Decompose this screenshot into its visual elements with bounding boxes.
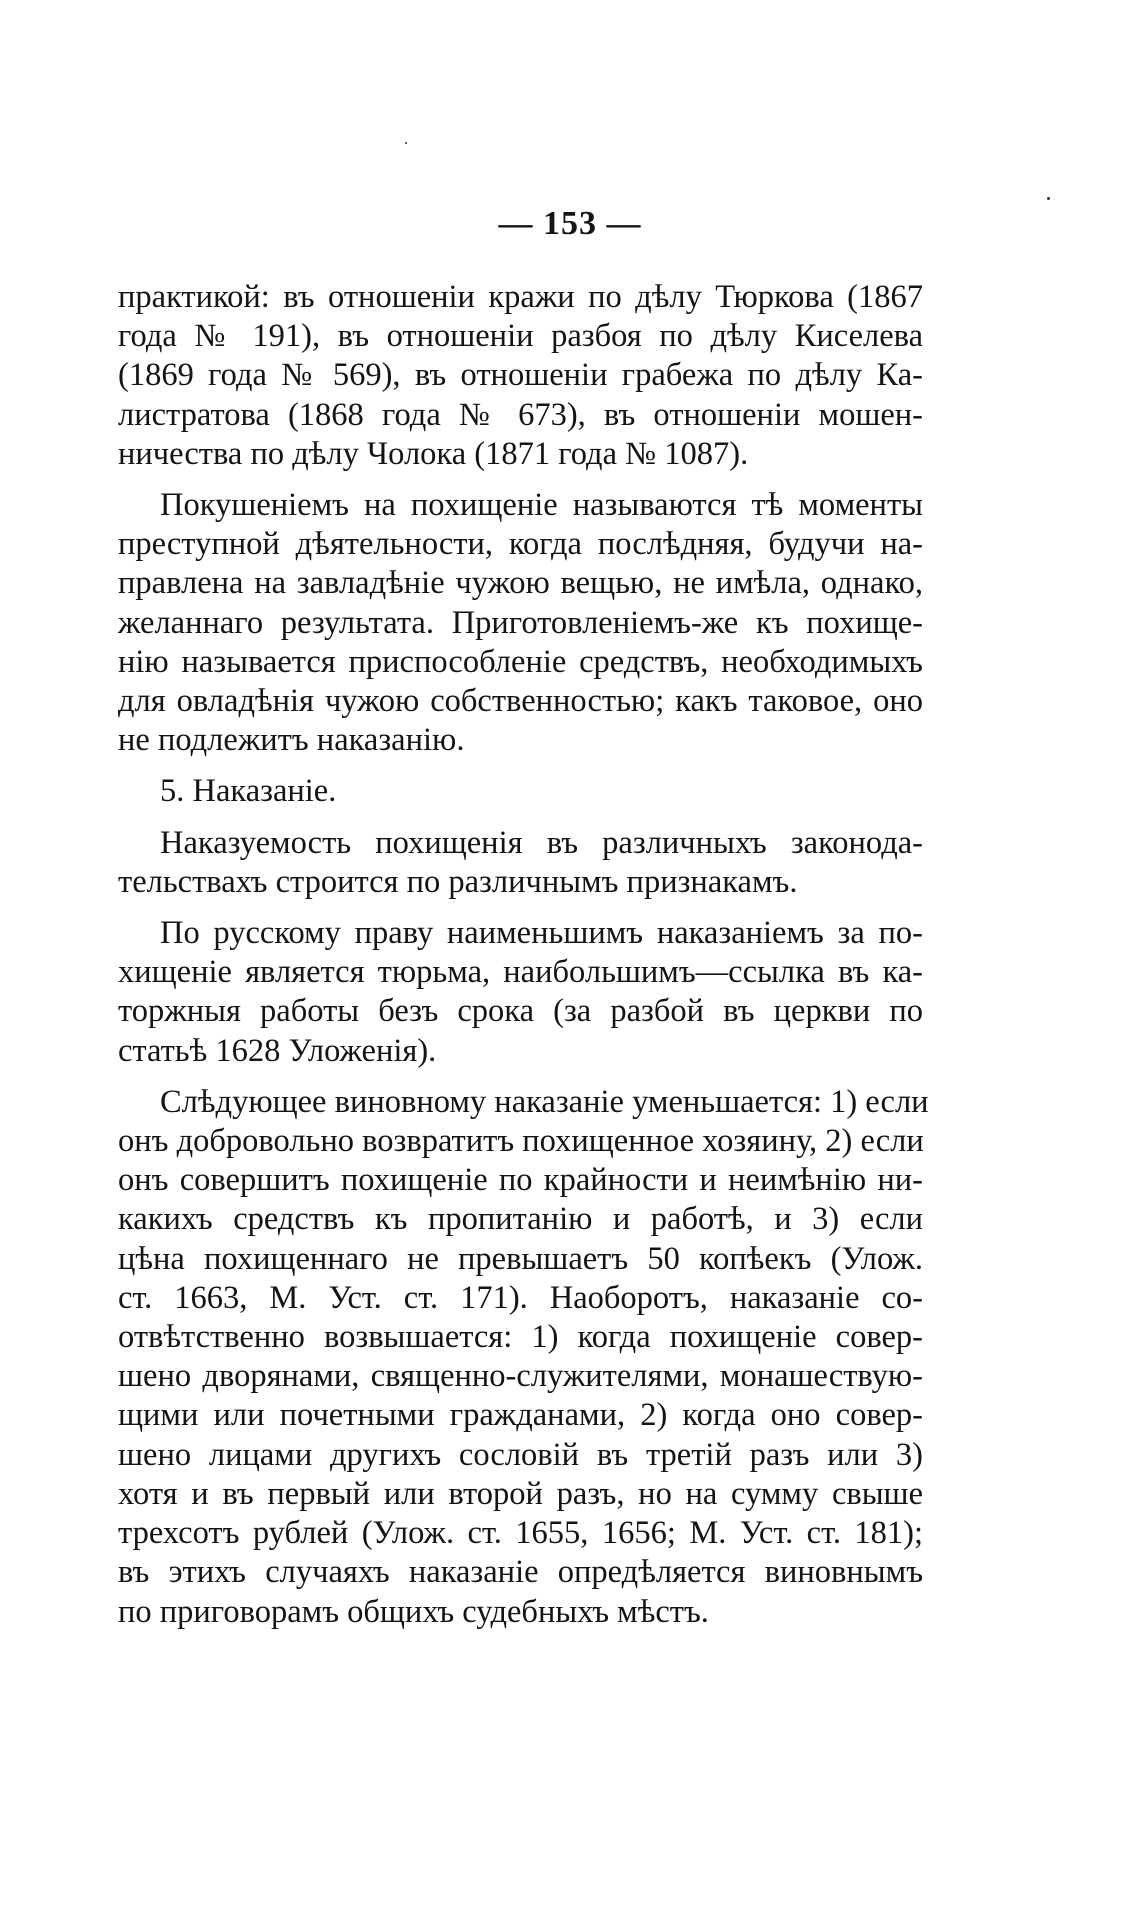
text-line: онъ добровольно возвратитъ похищенное хозяину, 2) если bbox=[118, 1123, 924, 1160]
text-line: правлена на завладѣніе чужою вещью, не имѣла, однако, bbox=[118, 565, 923, 602]
text-line: по приговорамъ общихъ судебныхъ мѣстъ. bbox=[118, 1593, 709, 1630]
text-line: щими или почетными гражданами, 2) когда оно совер- bbox=[118, 1397, 923, 1434]
paragraph-5 bbox=[118, 1083, 929, 1632]
text-line: онъ совершитъ похищеніе по крайности и неимѣнію ни- bbox=[118, 1162, 923, 1199]
text-line: статьѣ 1628 Уложенія). bbox=[118, 1032, 437, 1069]
paragraph-3 bbox=[118, 824, 923, 902]
text-line: хищеніе является тюрьма, наибольшимъ—ссылка въ ка- bbox=[118, 954, 923, 991]
text-line: Наказуемость похищенія въ различныхъ законода- bbox=[160, 824, 923, 861]
text-line: шено лицами другихъ сословій въ третій разъ или 3) bbox=[118, 1436, 923, 1473]
text-line: года № 191), въ отношеніи разбоя по дѣлу Киселева bbox=[118, 318, 923, 355]
print-speck bbox=[405, 142, 407, 144]
text-line: практикой: въ отношеніи кражи по дѣлу Тюркова (1867 bbox=[118, 279, 923, 315]
paragraph-1 bbox=[118, 278, 923, 474]
print-speck bbox=[1047, 197, 1050, 200]
paragraph-4 bbox=[118, 914, 923, 1071]
text-line: отвѣтственно возвышается: 1) когда похищеніе совер- bbox=[118, 1319, 923, 1356]
text-line: не подлежитъ наказанію. bbox=[118, 722, 465, 759]
text-line: для овладѣнія чужою собственностью; какъ таковое, оно bbox=[118, 683, 923, 720]
text-line: Покушеніемъ на похищеніе называются тѣ моменты bbox=[160, 487, 923, 524]
text-line: какихъ средствъ къ пропитанію и работѣ, и 3) если bbox=[118, 1201, 923, 1238]
text-line: въ этихъ случаяхъ наказаніе опредѣляется виновнымъ bbox=[118, 1554, 923, 1591]
text-line: Слѣдующее виновному наказаніе уменьшается: 1) если bbox=[160, 1083, 929, 1120]
text-line: ст. 1663, М. Уст. ст. 171). Наоборотъ, наказаніе со- bbox=[118, 1279, 923, 1316]
text-line: хотя и въ первый или второй разъ, но на сумму свыше bbox=[118, 1475, 923, 1512]
text-line: ничества по дѣлу Чолока (1871 года № 1087). bbox=[118, 435, 749, 472]
text-line: шено дворянами, священно-служителями, монашествую- bbox=[118, 1358, 923, 1395]
text-line: (1869 года № 569), въ отношеніи грабежа по дѣлу Ка- bbox=[118, 357, 923, 394]
text-line: преступной дѣятельности, когда послѣдняя, будучи на- bbox=[118, 526, 923, 563]
section-heading-text: 5. Наказаніе. bbox=[160, 773, 337, 810]
section-heading bbox=[118, 772, 923, 811]
page-body bbox=[118, 278, 929, 1644]
text-line: нію называется приспособленіе средствъ, необходимыхъ bbox=[118, 643, 923, 680]
page-number: — 153 — bbox=[498, 205, 642, 242]
text-line: листратова (1868 года № 673), въ отношеніи мошен- bbox=[118, 396, 923, 433]
text-line: цѣна похищеннаго не превышаетъ 50 копѣекъ (Улож. bbox=[118, 1240, 923, 1277]
paragraph-2 bbox=[118, 486, 923, 760]
text-line: По русскому праву наименьшимъ наказаніемъ за по- bbox=[160, 915, 923, 952]
text-line: желаннаго результата. Приготовленіемъ-же къ похище- bbox=[118, 604, 923, 641]
text-line: торжныя работы безъ срока (за разбой въ церкви по bbox=[118, 993, 923, 1030]
text-line: тельствахъ строится по различнымъ признакамъ. bbox=[118, 863, 798, 900]
text-line: трехсотъ рублей (Улож. ст. 1655, 1656; М. Уст. ст. 181); bbox=[118, 1515, 923, 1552]
